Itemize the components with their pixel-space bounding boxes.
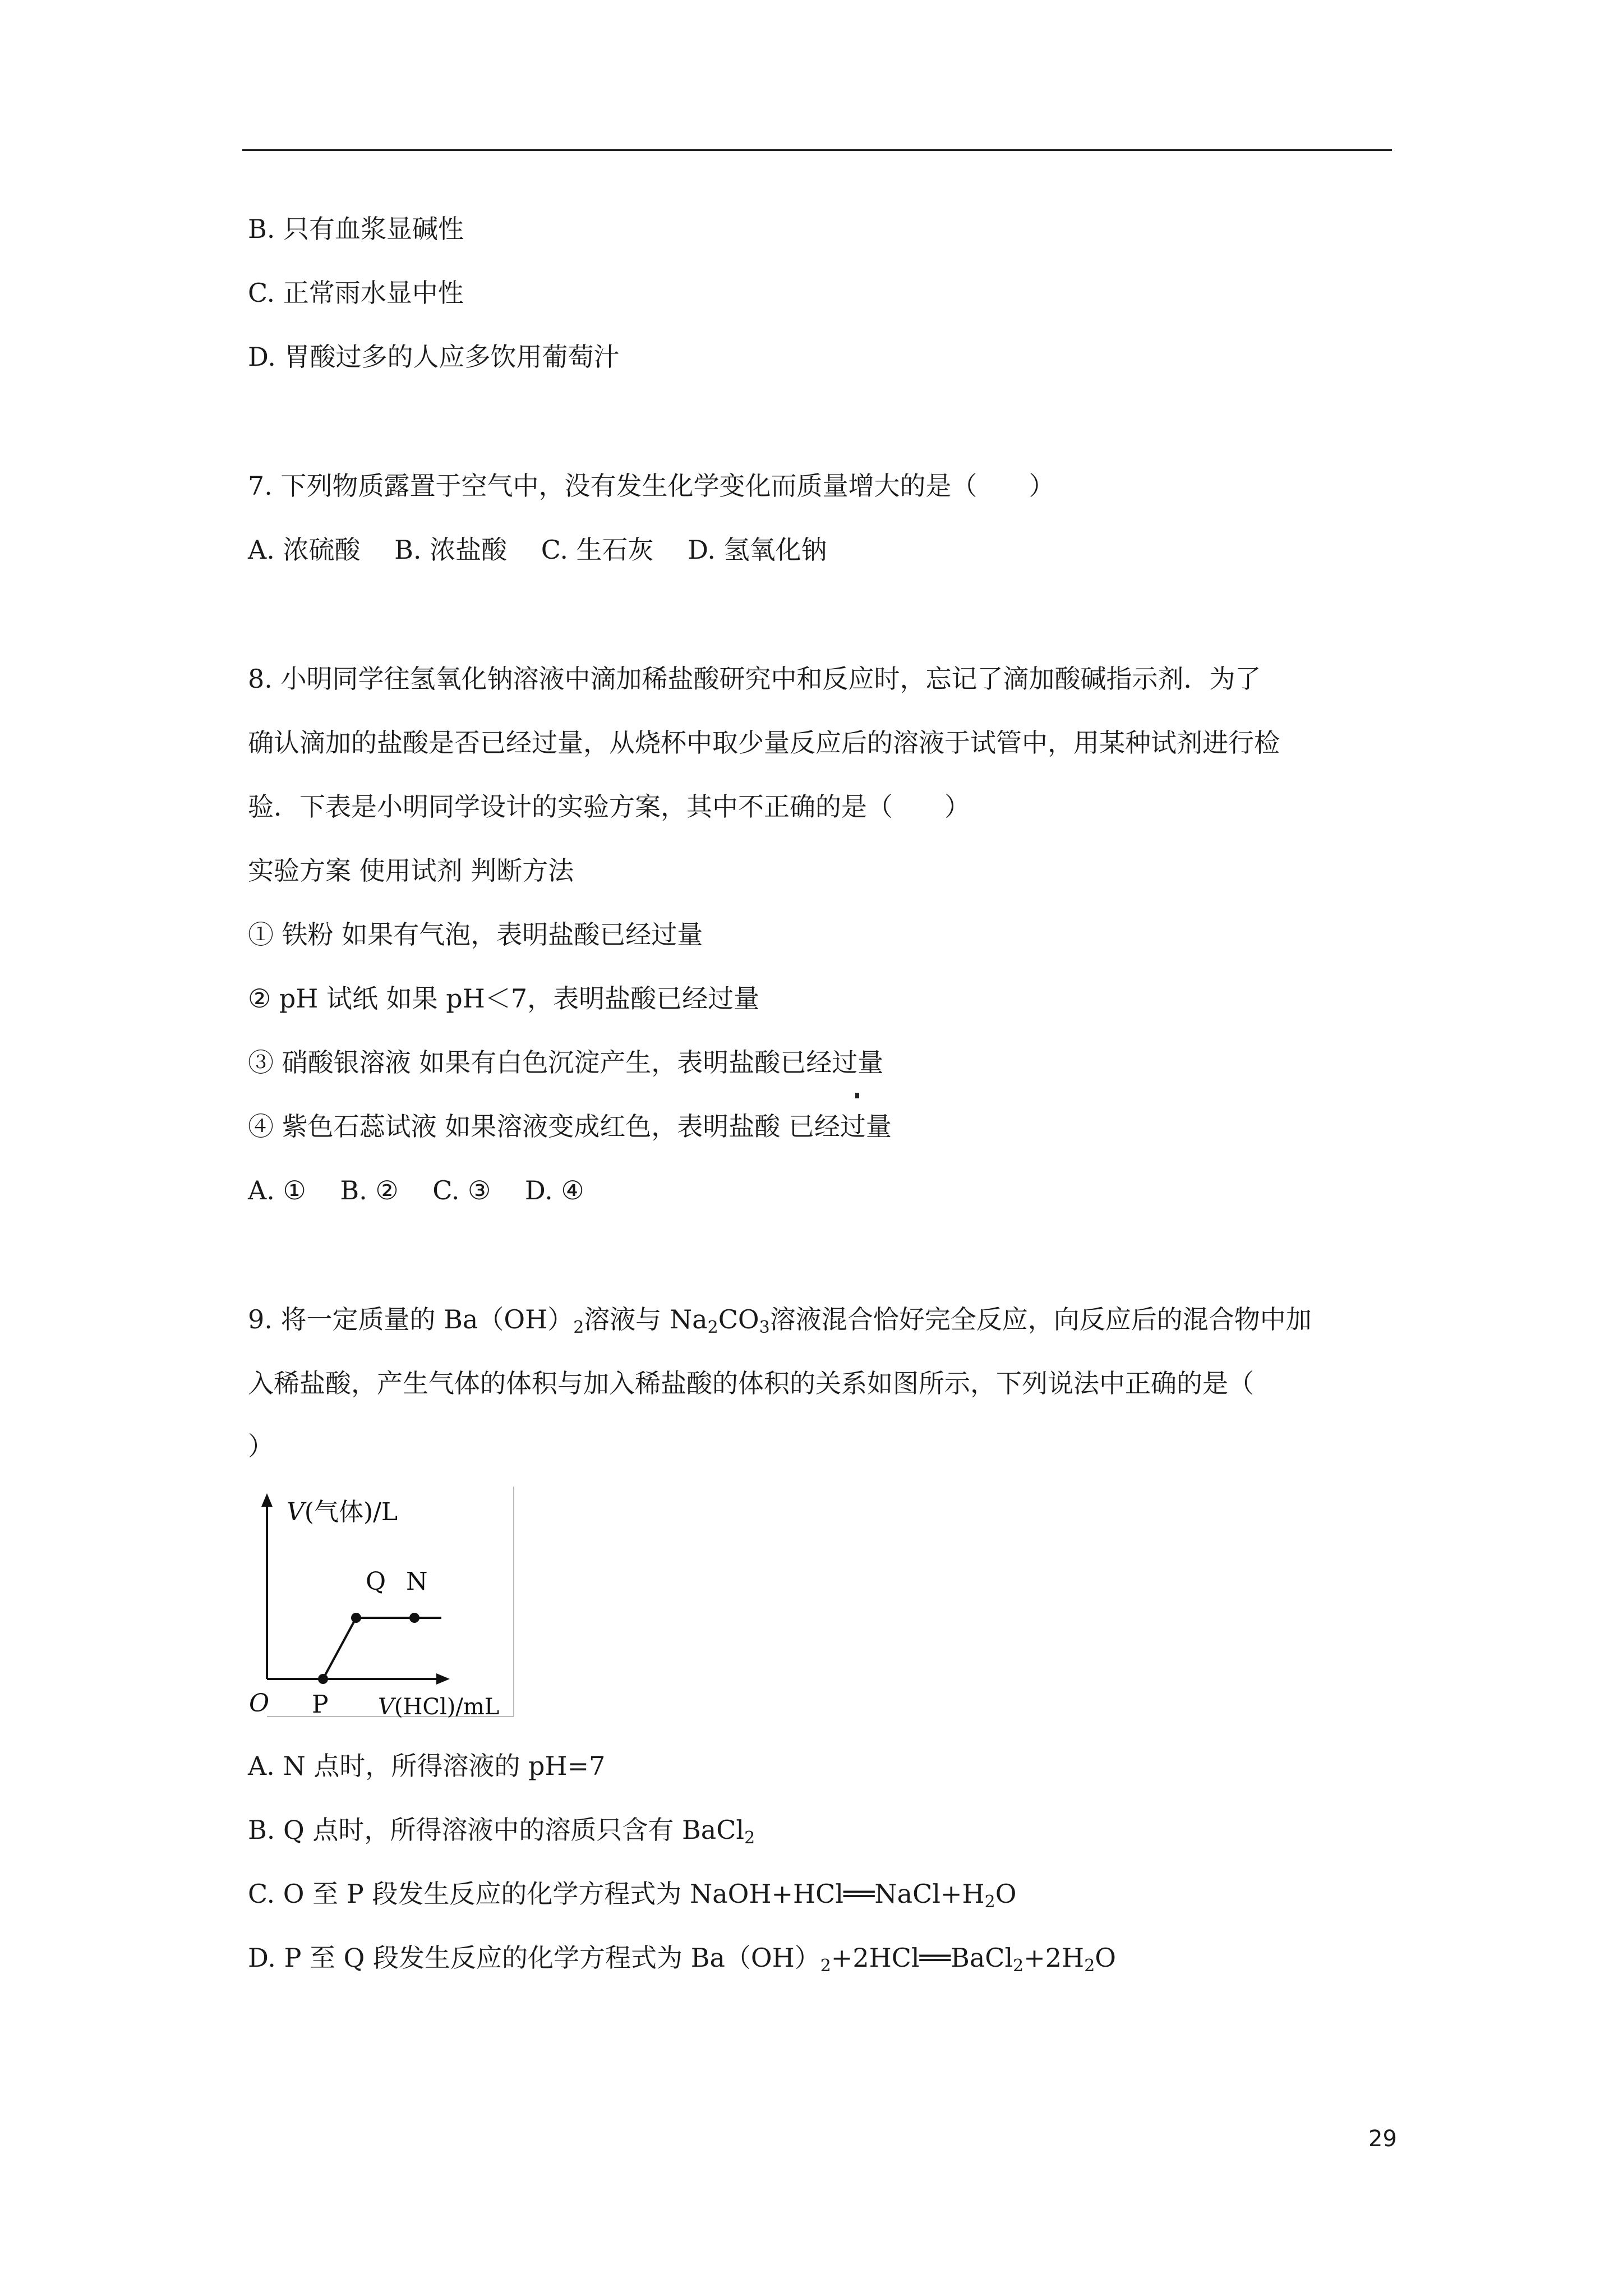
point-n-label: N <box>406 1567 428 1596</box>
q9-option-b: B. Q 点时，所得溶液中的溶质只含有 BaCl$_2$ <box>248 1815 755 1848</box>
q8-stem-line2: 确认滴加的盐酸是否已经过量，从烧杯中取少量反应后的溶液于试管中，用某种试剂进行检 <box>248 728 1280 758</box>
point-q <box>351 1613 361 1623</box>
q9-stem-line2: 入稀盐酸，产生气体的体积与加入稀盐酸的体积的关系如图所示，下列说法中正确的是（ <box>248 1368 1254 1398</box>
point-p-label: P <box>312 1690 329 1719</box>
q6-option-c: C. 正常雨水显中性 <box>248 278 464 308</box>
q8-table-row3: ③ 硝酸银溶液 如果有白色沉淀产生，表明盐酸已经过量 <box>248 1047 884 1078</box>
q8-table-header: 实验方案 使用试剂 判断方法 <box>248 855 574 886</box>
x-axis-arrow <box>436 1673 450 1685</box>
origin-label: O <box>249 1689 270 1718</box>
q8-options: A. ① B. ② C. ③ D. ④ <box>248 1175 584 1205</box>
q8-stem-line3: 验．下表是小明同学设计的实验方案，其中不正确的是（ ） <box>248 792 970 822</box>
gas-volume-graph <box>245 1485 525 1732</box>
point-p <box>318 1674 328 1684</box>
y-axis-label: V(气体)/L <box>287 1498 398 1526</box>
q8-table-row2: ② pH 试纸 如果 pH＜7，表明盐酸已经过量 <box>248 983 760 1014</box>
q8-table-row4: ④ 紫色石蕊试液 如果溶液变成红色，表明盐酸 已经过量 <box>248 1111 892 1142</box>
rising-segment <box>323 1618 356 1679</box>
q9-option-a: A. N 点时，所得溶液的 pH=7 <box>248 1751 606 1781</box>
point-q-label: Q <box>366 1567 386 1596</box>
page-number: 29 <box>1368 2126 1397 2152</box>
q7-options: A. 浓硫酸 B. 浓盐酸 C. 生石灰 D. 氢氧化钠 <box>248 535 827 565</box>
header-rule <box>242 149 1392 151</box>
y-axis-arrow <box>261 1493 273 1507</box>
q6-option-d: D. 胃酸过多的人应多饮用葡萄汁 <box>248 342 620 372</box>
q9-option-d: D. P 至 Q 段发生反应的化学方程式为 $Ba(OH)_2+2HCl══BaCl_2+2H_2O$ <box>248 1943 1116 1976</box>
q8-stem-line1: 8. 小明同学往氢氧化钠溶液中滴加稀盐酸研究中和反应时，忘记了滴加酸碱指示剂．为了 <box>248 664 1261 694</box>
q9-stem-line1: 9. 将一定质量的 $Ba(OH)_2$溶液与 $Na_2CO_3$溶液混合恰好完全反应，向反应后的混合物中加 <box>248 1304 1312 1337</box>
q7-stem: 7. 下列物质露置于空气中，没有发生化学变化而质量增大的是（ ） <box>248 471 1055 501</box>
q6-option-b: B. 只有血浆显碱性 <box>248 214 464 244</box>
q9-option-c: C. O 至 P 段发生反应的化学方程式为 $NaOH+HCl══NaCl+H_2O$ <box>248 1879 1017 1912</box>
point-n <box>409 1613 419 1623</box>
q9-stem-line3: ） <box>248 1431 274 1461</box>
q8-table-row1: ① 铁粉 如果有气泡，表明盐酸已经过量 <box>248 919 703 950</box>
stray-mark <box>855 1093 859 1098</box>
x-axis-label: V(HCl)/mL <box>378 1694 500 1720</box>
